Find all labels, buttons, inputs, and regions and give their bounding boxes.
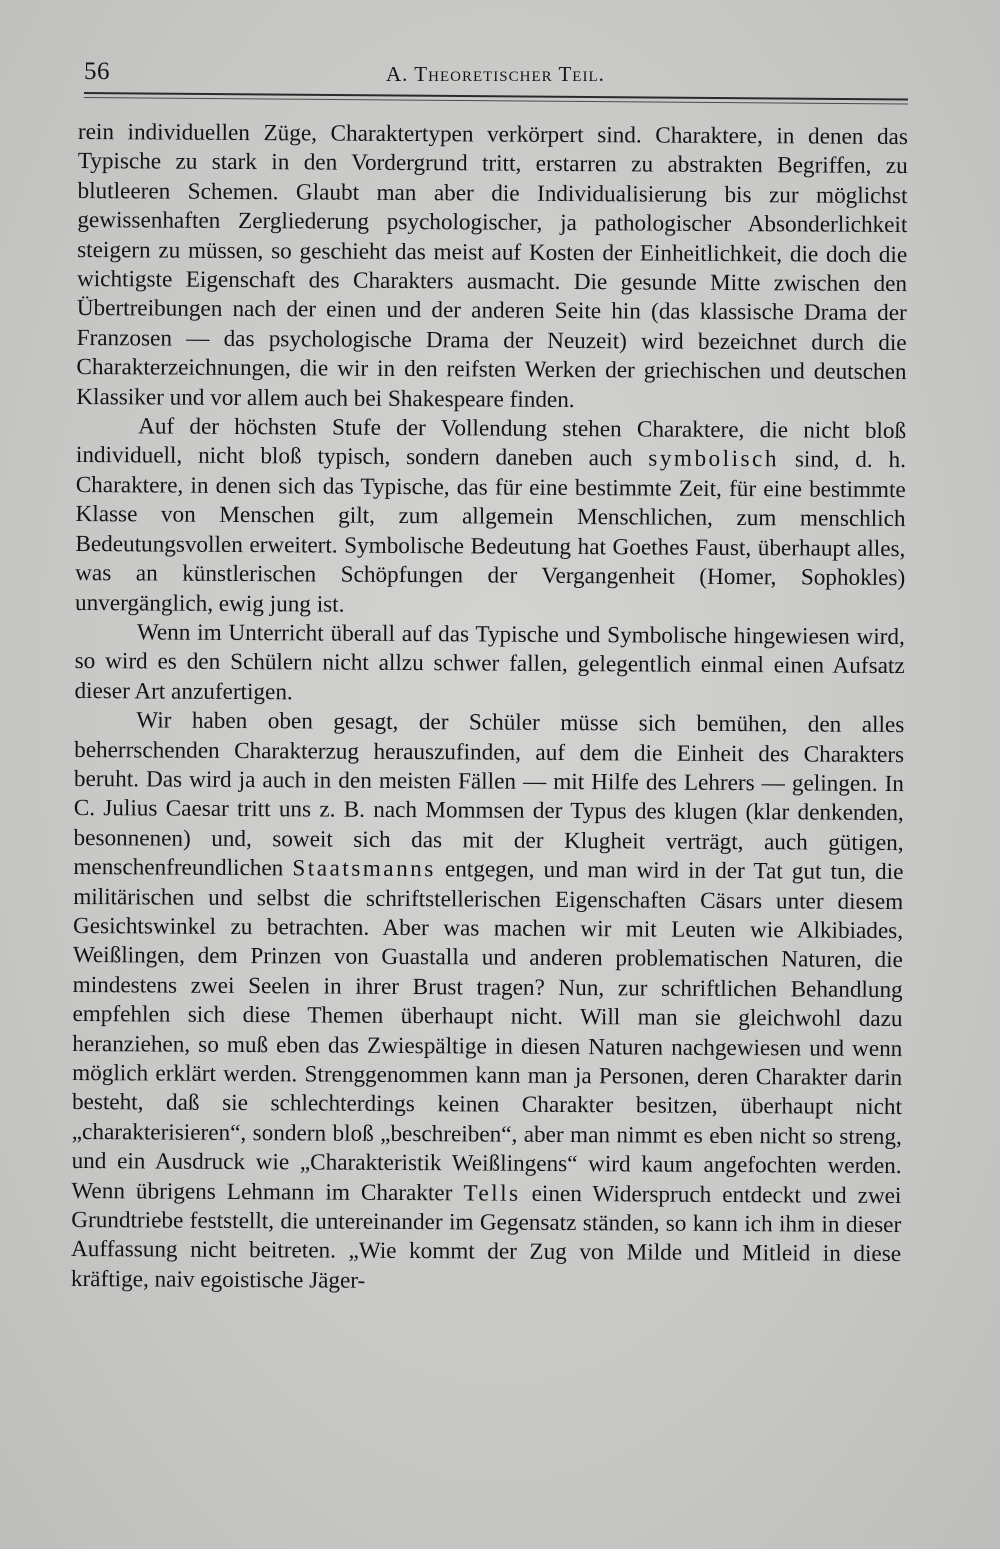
- paragraph-1: [76, 118, 908, 417]
- page-number: 56: [84, 58, 110, 85]
- text-run: Auf der höchsten Stufe der Vollendung stehen Charaktere, die nicht bloß individuell, nicht bloß typisch, sondern daneben auch: [75, 413, 907, 472]
- running-head: A. Theoretischer Teil.: [386, 62, 605, 86]
- text-run: einen Widerspruch entdeckt und zwei Grundtriebe feststellt, die untereinander im Gegensatz ständen, so kann ich ihm in dieser Auffassung nicht beitreten. „Wie kommt der Zug von Milde und Mitleid in diese kräftige, naiv egoistische Jäger-: [70, 1180, 902, 1294]
- text-run: sind, d. h. Charaktere, in denen sich das Typische, das für eine bestimmte Zeit, für eine bestimmte Klasse von Menschen gilt, zum allgemein Menschlichen, zum menschlich Bedeutungsvollen erweitert. Symbolische Bedeutung hat Goethes Faust, überhaupt alles, was an künstlerischen Schöpfungen der Vergangenheit (Homer, Sophokles) unvergänglich, ewig jung ist.: [74, 446, 907, 618]
- paragraph-3: [74, 618, 905, 711]
- header-rule: [84, 92, 908, 100]
- spaced-emphasis: Staatsmanns: [292, 855, 436, 883]
- spaced-emphasis: symbolisch: [648, 445, 780, 473]
- page-header: [82, 58, 908, 88]
- text-run: rein individuellen Züge, Charaktertypen verkörpert sind. Charaktere, in denen das Typische zu stark in den Vordergrund tritt, erstarren zu abstrakten Begriffen, zu blutleeren Schemen. Glaubt man aber die Individualisierung bis zur möglichst gewissenhaften Zergliederung psychologischer, ja pathologischer Absonderlichkeit steigern zu müssen, so geschieht das meist auf Kosten der Einheitlichkeit, die doch die wichtigste Eigenschaft des Charakters ausmacht. Die gesunde Mitte zwischen den Übertreibungen nach der einen und der anderen Seite hin (das klassische Drama der Franzosen — das psychologische Drama der Neuzeit) wird bezeichnet durch die Charakterzeichnungen, die wir in den reifsten Werken der griechischen und deutschen Klassiker und vor allem auch bei Shakespeare finden.: [76, 118, 908, 413]
- paragraph-4: [71, 706, 905, 1299]
- body-text: [71, 118, 908, 1299]
- text-run: Wir haben oben gesagt, der Schüler müsse sich bemühen, den alles beherrschenden Charakterzug herauszufinden, auf dem die Einheit des Charakters beruht. Das wird ja auch in den meisten Fällen — mit Hilfe des Lehrers — gelingen. In C. Julius Caesar tritt uns z. B. nach Mommsen der Typus des klugen (klar denkenden, besonnenen) und, soweit sich das mit der Klugheit verträgt, auch gütigen, menschenfreundlichen: [73, 707, 905, 882]
- spaced-emphasis: Tells: [463, 1179, 521, 1207]
- text-run: Wenn im Unterricht überall auf das Typische und Symbolische hingewiesen wird, so wird es den Schülern nicht allzu schwer fallen, gelegentlich einmal einen Aufsatz dieser Art anzufertigen.: [74, 619, 905, 706]
- paragraph-2: [75, 412, 906, 623]
- text-run: entgegen, und man wird in der Tat gut tun, die militärischen und selbst die schriftstellerischen Eigenschaften Cäsars unter diesem Gesichtswinkel zu betrachten. Aber was machen wir mit Leuten wie Alkibiades, Weißlingen, dem Prinzen von Guastalla und anderen problematischen Naturen, die mindestens zwei Seelen in ihrer Brust tragen? Nun, zur schriftlichen Behandlung empfehlen sich diese Themen überhaupt nicht. Will man sie gleichwohl dazu heranziehen, so muß eben das Zwiespältige in diesen Naturen nachgewiesen und wenn möglich erklärt werden. Strenggenommen kann man ja Personen, deren Charakter darin besteht, daß sie schlechterdings keinen Charakter besitzen, überhaupt nicht „charakterisieren“, sondern bloß „beschreiben“, aber man nimmt es eben nicht so streng, und ein Ausdruck wie „Charakteristik Weißlingens“ wird kaum angefochten werden. Wenn übrigens Lehmann im Charakter: [71, 856, 904, 1206]
